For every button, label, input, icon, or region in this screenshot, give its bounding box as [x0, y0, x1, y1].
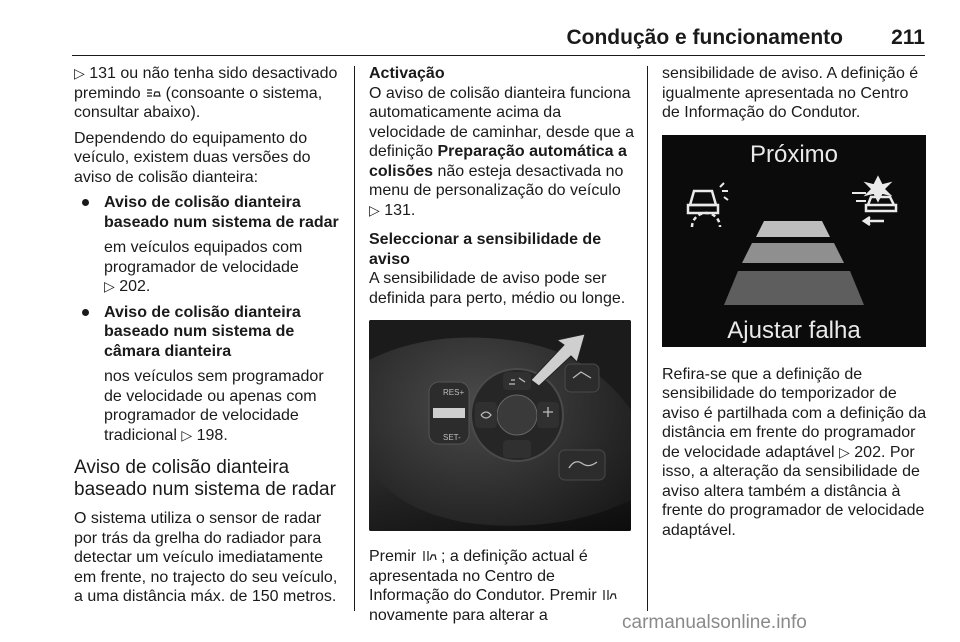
watermark: carmanualsonline.info: [622, 612, 807, 633]
paragraph-3: O sistema utiliza o sensor de radar por trás da grelha do radiador para detectar um veículo imediatamente em frente, no trajecto do seu veículo, a uma distância máx. de 150 metros.: [74, 510, 338, 605]
steering-wheel-controls-image: [369, 320, 631, 531]
page-title: Condução e funcionamento: [566, 26, 843, 49]
set-label: SET-: [443, 433, 461, 442]
driver-info-display: [662, 135, 926, 347]
bullet-text: em veículos equipados com programador de velocidade ▷ 202.: [104, 239, 303, 295]
paragraph-continued: sensibilidade de aviso. A definição é igualmente apresentada no Centro de Informação do Condutor.: [662, 65, 919, 121]
sensitivity-paragraph: A sensibilidade de aviso pode ser definida para perto, médio ou longe.: [369, 270, 626, 307]
list-item-camera: [74, 303, 344, 446]
ref-arrow-icon: ▷: [369, 201, 380, 218]
bullet-title: Aviso de colisão dianteira baseado num sistema de radar: [104, 194, 339, 231]
display-title: Próximo: [749, 140, 839, 168]
bullet-icon: [82, 199, 89, 206]
column-divider-1: [354, 66, 355, 611]
sensitivity-bar-far: [724, 271, 864, 305]
activation-paragraph: O aviso de colisão dianteira funciona automaticamente acima da velocidade de caminhar, desde que a definição Preparação automática a colisões não esteja desactivada no menu de personalização do veículo ▷ 131.: [369, 84, 635, 219]
paragraph-note: Refira-se que a definição de sensibilidade do temporizador de aviso é partilhada com a definição da distância em frente do programador de velocidade adaptável ▷ 202. Por isso, a alteração da sensibilidade de aviso altera também a distância à frente do programador de velocidade adaptável.: [662, 365, 927, 539]
ref-arrow-icon: ▷: [181, 426, 193, 443]
activation-heading: Activação: [369, 65, 445, 82]
bullet-title: Aviso de colisão dianteira baseado num sistema de câmara dianteira: [104, 303, 301, 360]
instruction-paragraph: Premir ; a definição actual é apresentada no Centro de Informação do Condutor. Premir novamente para alterar a: [369, 547, 635, 625]
display-bottom-label: Ajustar falha: [727, 317, 861, 344]
sensitivity-bar-near: [756, 221, 830, 237]
column-3: [662, 64, 928, 546]
section-heading: Aviso de colisão dianteira baseado num sistema de radar: [74, 457, 336, 500]
forward-collision-car-icon: [688, 183, 728, 227]
page-number: 211: [891, 26, 925, 49]
collision-sensitivity-icon: [145, 87, 161, 99]
sensitivity-heading: Seleccionar a sensibilidade de aviso: [369, 231, 602, 268]
sensitivity-graphic: [662, 135, 926, 347]
header-rule: [72, 55, 925, 56]
list-item-radar: [74, 193, 344, 297]
column-1: [74, 64, 344, 613]
res-label: RES+: [443, 388, 465, 397]
steering-wheel-photo: [369, 320, 631, 531]
bullet-icon: [82, 309, 89, 316]
column-divider-2: [647, 66, 648, 611]
distance-button-icon: [421, 549, 437, 563]
bullet-text: nos veículos sem programador de velocidade ou apenas com programador de velocidade tradicional ▷ 198.: [104, 368, 324, 444]
column-2: [369, 64, 635, 631]
distance-button-icon: [601, 588, 617, 602]
page-header: [72, 26, 925, 56]
ref-arrow-icon: ▷: [839, 443, 850, 460]
paragraph-2: Dependendo do equipamento do veículo, existem duas versões do aviso de colisão dianteira:: [74, 129, 311, 186]
paragraph-1: ▷ 131 ou não tenha sido desactivado premindo (consoante o sistema, consultar abaixo).: [74, 65, 338, 121]
sensitivity-bar-medium: [742, 243, 844, 263]
ref-arrow-icon: ▷: [104, 278, 115, 294]
ref-arrow-icon: ▷: [74, 65, 85, 81]
cruise-distance-icon: [852, 177, 896, 225]
